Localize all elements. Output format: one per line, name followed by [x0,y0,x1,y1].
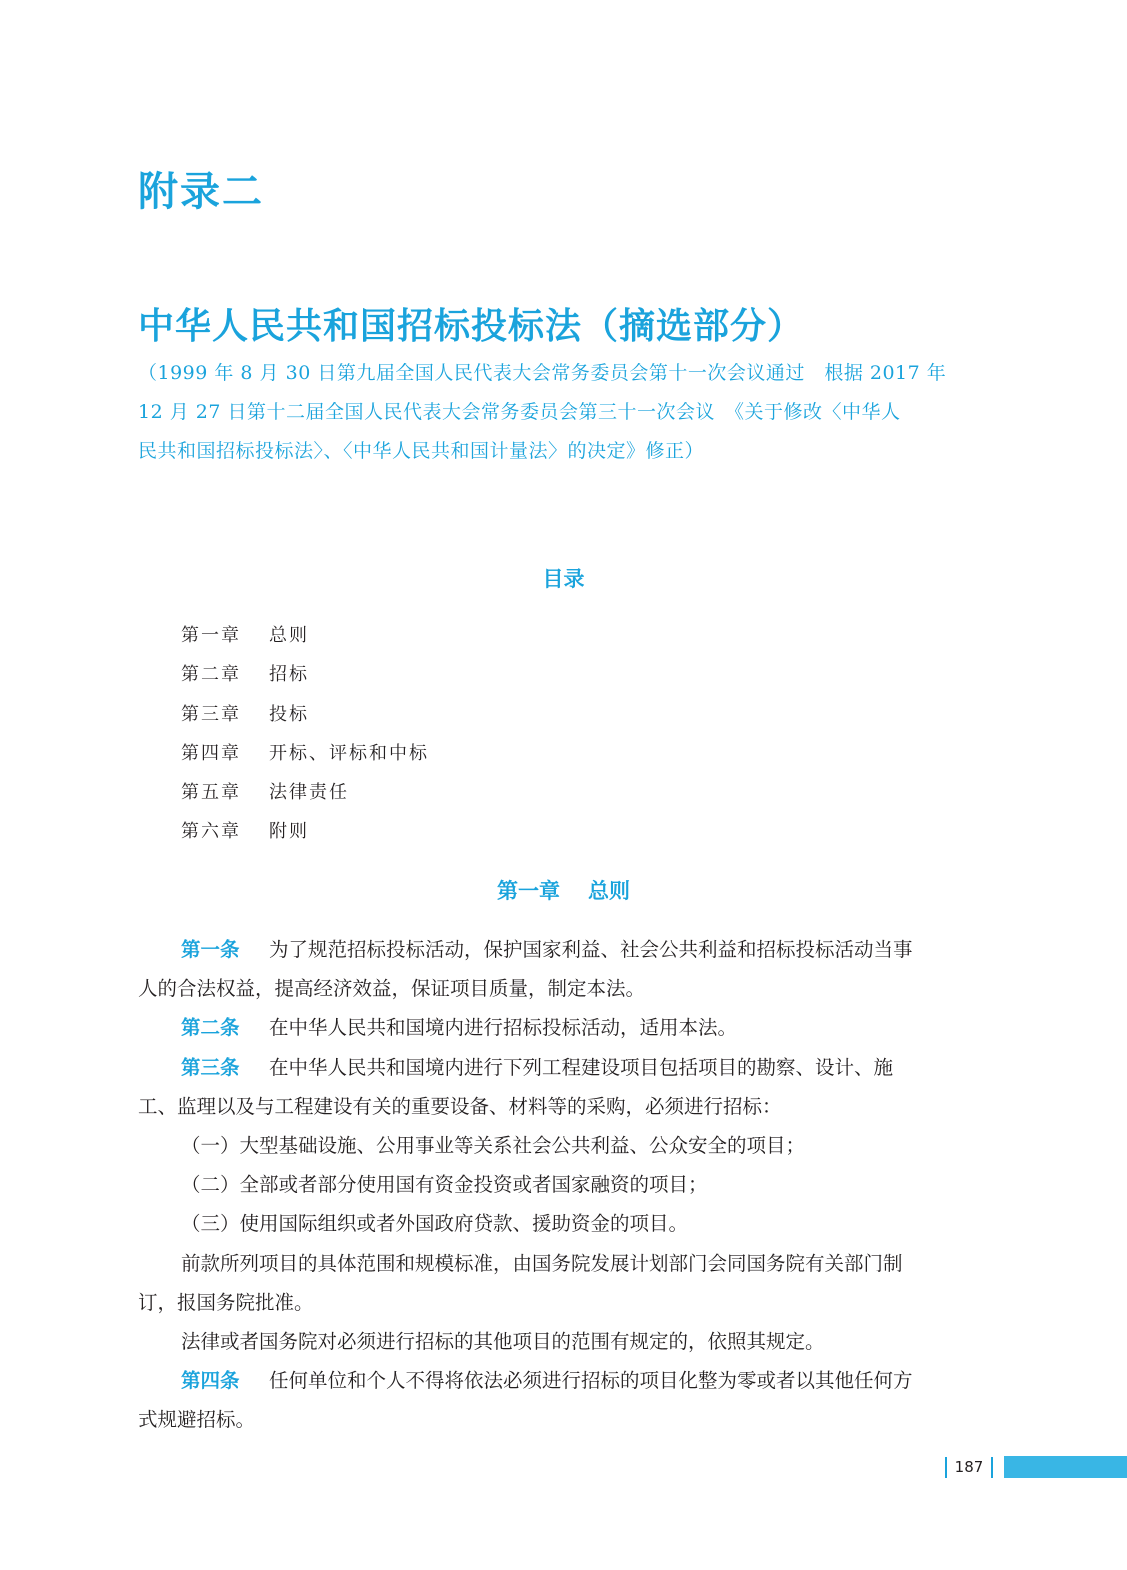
toc-item [181,695,429,734]
revision-note-line: （1999 年 8 月 30 日第九届全国人民代表大会常务委员会第十一次会议通过 根据 2017 年 [138,362,947,384]
law-title: 中华人民共和国招标投标法（摘选部分） [138,306,805,347]
toc-title: 目录 [542,567,585,591]
article-label: 第三条 [181,1055,240,1079]
article-3-item: （二）全部或者部分使用国有资金投资或者国家融资的项目； [181,1173,708,1197]
toc-item [181,734,429,773]
toc-item [181,655,429,694]
chapter-body [138,930,994,1439]
toc-chapter-name: 开标、评标和中标 [269,742,429,764]
revision-note-line: 12 月 27 日第十二届全国人民代表大会常务委员会第三十一次会议 《关于修改〈中华人 [138,401,901,423]
article-1 [138,930,994,969]
toc-item [181,812,429,851]
article-4 [138,1361,994,1400]
footer-accent-band [1004,1456,1127,1478]
toc-chapter-number: 第一章 [181,625,241,646]
article-3-item: （一）大型基础设施、公用事业等关系社会公共利益、公众安全的项目； [181,1133,806,1157]
toc-chapter-name: 法律责任 [269,782,349,804]
article-3 [138,1048,994,1087]
toc-chapter-number: 第六章 [181,821,241,843]
article-3-paragraph-continued: 订，报国务院批准。 [138,1290,314,1314]
article-label: 第二条 [181,1016,240,1040]
toc-chapter-number: 第三章 [181,703,241,725]
article-3-continued: 工、监理以及与工程建设有关的重要设备、材料等的采购，必须进行招标： [138,1094,782,1118]
toc-chapter-number: 第五章 [181,782,241,804]
article-label: 第四条 [181,1369,240,1393]
footer-divider [991,1457,993,1478]
article-text: 为了规范招标投标活动，保护国家利益、社会公共利益和招标投标活动当事 [269,938,913,961]
article-3-paragraph: 法律或者国务院对必须进行招标的其他项目的范围有规定的，依照其规定。 [181,1329,825,1353]
footer-divider [945,1457,947,1478]
toc-chapter-number: 第四章 [181,742,241,764]
toc-chapter-name: 总则 [269,625,309,646]
toc-chapter-name: 招标 [269,664,309,686]
chapter-heading [0,875,1127,905]
toc-chapter-name: 投标 [269,703,309,725]
table-of-contents [181,616,429,852]
article-label: 第一条 [181,938,240,961]
revision-note-line: 民共和国招标投标法〉、〈中华人民共和国计量法〉的决定》修正） [138,440,705,462]
article-1-continued: 人的合法权益，提高经济效益，保证项目质量，制定本法。 [138,977,646,1001]
article-4-continued: 式规避招标。 [138,1408,256,1432]
chapter-name: 总则 [588,879,630,903]
article-text: 在中华人民共和国境内进行招标投标活动，适用本法。 [269,1016,738,1040]
toc-chapter-name: 附则 [269,821,309,843]
page-number: 187 [954,1458,984,1476]
toc-item [181,616,429,655]
toc-item [181,773,429,812]
article-2 [138,1008,994,1047]
article-3-item: （三）使用国际组织或者外国政府贷款、援助资金的项目。 [181,1212,689,1236]
article-text: 任何单位和个人不得将依法必须进行招标的项目化整为零或者以其他任何方 [269,1369,913,1393]
revision-note [138,354,993,471]
article-text: 在中华人民共和国境内进行下列工程建设项目包括项目的勘察、设计、施 [269,1055,894,1079]
article-3-paragraph: 前款所列项目的具体范围和规模标准，由国务院发展计划部门会同国务院有关部门制 [181,1251,903,1275]
appendix-title: 附录二 [138,169,264,215]
chapter-number: 第一章 [497,879,560,903]
toc-chapter-number: 第二章 [181,664,241,686]
